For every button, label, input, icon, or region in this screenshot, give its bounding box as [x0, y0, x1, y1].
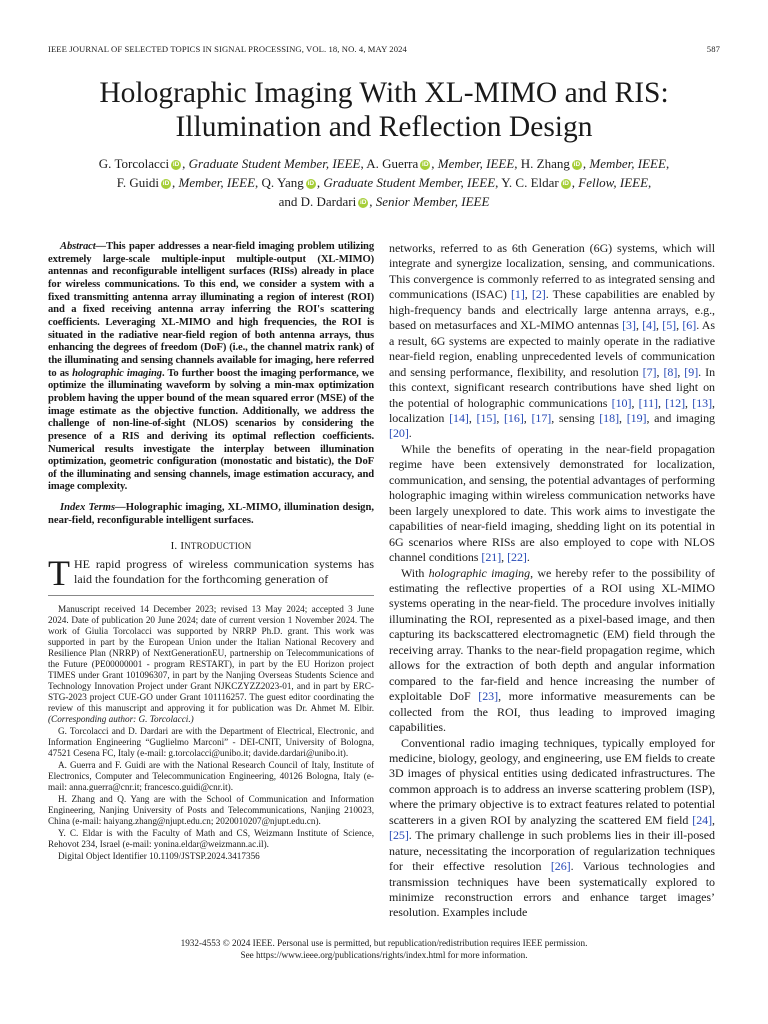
index-terms-text: Holographic imaging, XL-MIMO, illumination design, near-field, reconfigurable intelligent surfaces.: [48, 502, 374, 526]
author-role: Senior Member, IEEE: [375, 194, 490, 209]
author-role: Graduate Student Member, IEEE: [323, 175, 496, 190]
body-paragraph-4: Conventional radio imaging techniques, typically employed for medicine, biology, geology, and engineering, use EM fields to create 3D images of physical entities using dedicated infrastructures. The common approach is to address an inverse scattering problem (ISP), where the primary objective is to extract features related to potential scatterers in a given ROI by analyzing the scattered EM field [24], [25]. The primary challenge in such problems lies in their ill-posed nature, necessitating the incorporation of regularization techniques for their effective resolution [26]. Various technologies and transmission techniques have been systematically explored to minimize reconstruction errors and enhance target images’ resolution. Examples include: [389, 735, 715, 920]
citation-link[interactable]: [6]: [682, 318, 697, 333]
intro-text: HE rapid progress of wireless communication systems has laid the foundation for the forthcoming generation of: [74, 557, 374, 587]
body-text: networks, referred to as 6th Generation (6G) systems, which will integrate and synergize localization, sensing, and communications. This convergence is commonly referred to as integrated sensing and communications (ISAC): [389, 241, 715, 302]
index-terms-label: Index Terms—: [60, 502, 126, 514]
left-column: [48, 241, 374, 863]
body-text: . These capabilities are enabled by high-frequency bands and electrically large antenna arrays, e.g., based on metasurfaces and XL-MIMO antennas: [389, 287, 715, 333]
rights-link-line: See https://www.ieee.org/publications/rights/index.html for more information.: [240, 949, 528, 960]
abstract-text-continued: . To further boost the imaging performance, we optimize the illuminating waveform by solving a min-max optimization problem having the upper bound of the mean squared error (MSE) of the image estimate as the objective function. Additionally, we address the challenge of non-line-of-sight (NLOS) scenarios by considering the presence of a RIS and deriving its optimal reflection coefficients. Numerical results investigate the interplay between illumination optimization, geometric configuration (monostatic and bistatic), the DoF of the illuminating and sensing channels, image estimation accuracy, and image complexity.: [48, 367, 374, 493]
footnote-received: [48, 604, 374, 725]
page-number: 587: [706, 44, 720, 54]
body-text: While the benefits of operating in the near-field propagation regime have been extensively demonstrated for localization, communication, and sensing, the potential advantages of performing holographic imaging within wireless communication networks have been largely unexplored to date. This work aims to investigate the capabilities of near-field imaging, shedding light on its potential in 6G scenarios where RISs are also employed to cope with NLOS channel conditions: [389, 441, 715, 565]
body-text: With: [401, 565, 429, 580]
footnote-affiliation-2: A. Guerra and F. Guidi are with the National Research Council of Italy, Institute of Electronics, Computer and Telecommunication Engineering, 40126 Bologna, Italy (e-mail: anna.guerra@cnr.it; francesco.guidi@cnr.it).: [48, 760, 374, 793]
body-text: Conventional radio imaging techniques, typically employed for medicine, biology, geology, and engineering, use EM fields to create 3D images of physical entities using dedicated infrastructures. The common approach is to address an inverse scattering problem (ISP), where the primary objective is to extract features related to potential scatterers in a given ROI by analyzing the scattered EM field: [389, 735, 715, 827]
citation-link[interactable]: [15]: [476, 410, 497, 425]
citation-link[interactable]: [18]: [599, 410, 620, 425]
intro-paragraph: [48, 553, 374, 594]
citation-link[interactable]: [14]: [449, 410, 469, 425]
citation-link[interactable]: [1]: [510, 287, 525, 302]
section-heading: [48, 539, 374, 553]
orcid-icon[interactable]: [572, 160, 582, 170]
body-text: . Various technologies and transmission techniques have been systematically explored to minimize reconstruction errors and enhance target images’ resolution. Examples include: [389, 859, 715, 920]
body-paragraph-1: networks, referred to as 6th Generation (6G) systems, which will integrate and synergize localization, sensing, and communications. This convergence is commonly referred to as integrated sensing and communications (ISAC) [1], [2]. These capabilities are enabled by high-frequency bands and electrically large antenna arrays, e.g., based on metasurfaces and XL-MIMO antennas [3], [4], [5], [6]. As a result, 6G systems are expected to mainly operate in the radiative near-field region, enabling unprecedented levels of communication and sensing performance, flexibility, and resolution [7], [8], [9]. In this context, significant research contributions have shed light on the potential of holographic communications [10], [11], [12], [13], localization [14], [15], [16], [17], sensing [18], [19], and imaging [20].: [389, 241, 716, 441]
citation-link[interactable]: [20]: [389, 426, 409, 441]
footnote-divider: [48, 595, 374, 596]
author-line-3: and D. DardariiD , Senior Member, IEEE: [40, 192, 728, 211]
citation-link[interactable]: [2]: [531, 287, 546, 302]
author-list: [40, 154, 728, 211]
author-name: F. Guidi: [116, 175, 160, 190]
body-text: , localization: [389, 395, 715, 425]
doi: Digital Object Identifier 10.1109/JSTSP.2024.3417356: [58, 851, 260, 862]
citation-link[interactable]: [10]: [611, 395, 632, 410]
citation-link[interactable]: [21]: [481, 550, 502, 565]
citation-link[interactable]: [9]: [684, 364, 699, 379]
citation-link[interactable]: [23]: [478, 689, 499, 704]
citation-link[interactable]: [11]: [638, 395, 659, 410]
citation-link[interactable]: [16]: [503, 410, 524, 425]
author-role: Fellow, IEEE: [578, 175, 649, 190]
footnote-affiliation-1: G. Torcolacci and D. Dardari are with the Department of Electrical, Electronic, and Information Engineering “Guglielmo Marconi” - DEI-CNIT, University of Bologna, 47521 Cesena FC, Italy (e-mail: g.torcolacci@unibo.it; davide.dardari@unibo.it).: [48, 726, 374, 759]
corresponding-author: (Corresponding author: G. Torcolacci.): [48, 714, 194, 725]
author-role: Member, IEEE: [178, 175, 256, 190]
orcid-icon[interactable]: [171, 160, 181, 170]
body-text: , and imaging: [646, 410, 715, 425]
citation-link[interactable]: [5]: [662, 318, 677, 333]
body-text: . As a result, 6G systems are expected to mainly operate in the radiative near-field region, enabling unprecedented levels of communication and sensing performance, flexibility, and resolution: [389, 318, 715, 379]
body-text: , more informative measurements can be collected from the ROI, thus leading to improved imaging capabilities.: [389, 689, 715, 735]
citation-link[interactable]: [17]: [531, 410, 552, 425]
author-connector: and: [278, 194, 298, 209]
section-number: I.: [170, 540, 178, 553]
copyright-line: 1932-4553 © 2024 IEEE. Personal use is permitted, but republication/redistribution requires IEEE permission.: [180, 938, 588, 948]
abstract-text: This paper addresses a near-field imaging problem utilizing extremely large-scale multiple-input multiple-output (XL-MIMO) antennas and reconfigurable intelligent surfaces (RISs) already in place for wireless communications. To this end, we consider a system with a fixed transmitting antenna array illuminating a region of interest (ROI) and a fixed receiving antenna array inferring the ROI's scattering coefficients. Leveraging XL-MIMO and high frequencies, the ROI is situated in the radiative near-field region of both antenna arrays, thus enhancing the degrees of freedom (DoF) (i.e., the channel matrix rank) of the illuminating and sensing channels available for imaging, here referred to as: [48, 241, 374, 379]
body-text: , we hereby refer to the possibility of estimating the reflective properties of a ROI using XL-MIMO systems operating in the near-field. The procedure involves initially illuminating the ROI, represented as a pixel-based image, and then capturing its backscattered electromagnetic (EM) field through the receiving array. Thanks to the near-field propagation regime, which allows for the extraction of both depth and angular information compared to the far-field and hence increasing the number of exploitable DoF: [389, 565, 715, 704]
orcid-icon[interactable]: [420, 160, 430, 170]
drop-cap: T: [48, 553, 70, 594]
body-text: ,: [524, 287, 532, 302]
author-role: Member, IEEE: [437, 156, 515, 171]
section-title-initial: I: [180, 540, 185, 553]
citation-link[interactable]: [4]: [642, 318, 657, 333]
title-line-2: Illumination and Reflection Design: [175, 111, 593, 143]
paper-title: [40, 76, 728, 144]
body-text: . The primary challenge in such problems lies in their ill-posed nature, necessitating the incorporation of regularization techniques for their effective resolution: [389, 828, 715, 874]
abstract: [48, 241, 374, 494]
author-name: D. Dardari: [300, 194, 357, 209]
copyright-footer: [40, 938, 728, 961]
citation-link[interactable]: [24]: [692, 812, 713, 827]
body-text: , sensing: [551, 410, 600, 425]
citation-link[interactable]: [22]: [507, 550, 527, 565]
author-role: Member, IEEE: [589, 156, 666, 171]
body-paragraph-2: While the benefits of operating in the near-field propagation regime have been extensively demonstrated for localization, communication, and sensing, the potential advantages of performing holographic imaging within wireless communication networks have been largely unexplored to date. This work aims to investigate the capabilities of near-field imaging, shedding light on its potential in 6G scenarios where RISs are also employed to cope with NLOS channel conditions [21], [22].: [389, 441, 715, 565]
footnote-received-text: Manuscript received 14 December 2023; revised 13 May 2024; accepted 3 June 2024. Date of publication 20 June 2024; date of current version 1 November 2024. The work of Giulia Torcolacci was supported by NRRP Ph.D. grant. This work was supported in part by the European Union under the Italian National Recovery and Resilience Plan (NRRP) of NextGenerationEU, partnership on Telecommunications of the Future (PE00000001 - program RESTART), in part by the EU Horizon project TIMES under Grant 101096307, in part by the Nanjing Overseas Students Science and Technology Innovation Project under Grant NJKCZYZZ2023-01, and in part by ERC-STG-2023 project CUE-GO under Grant 101116257. The guest editor coordinating the review of this manuscript and approving it for publication was Dr. Ahmet M. Elbir.: [48, 604, 374, 714]
body-paragraph-3: [389, 566, 715, 736]
section-title: NTRODUCTION: [184, 541, 252, 552]
citation-link[interactable]: [8]: [663, 364, 678, 379]
author-name: H. Zhang: [520, 156, 570, 171]
orcid-icon[interactable]: [161, 179, 171, 189]
abstract-label: Abstract—: [60, 241, 107, 252]
orcid-icon[interactable]: [561, 179, 571, 189]
body-text: . In this context, significant research contributions have shed light on the potential of holographic communications: [389, 364, 716, 410]
citation-link[interactable]: [3]: [622, 318, 636, 333]
citation-link[interactable]: [13]: [692, 395, 713, 410]
title-line-1: Holographic Imaging With XL-MIMO and RIS:: [99, 77, 669, 109]
footnote-affiliation-3: H. Zhang and Q. Yang are with the School of Communication and Information Engineering, Nanjing University of Posts and Telecommunications, Nanjing 210023, China (e-mail: haiyang.zhang@njupt.edu.cn; 2020010207@njupt.edu.cn).: [48, 794, 374, 827]
footnotes: [48, 604, 374, 862]
orcid-icon[interactable]: [306, 179, 316, 189]
orcid-icon[interactable]: [358, 198, 368, 208]
citation-link[interactable]: [25]: [389, 828, 409, 843]
citation-link[interactable]: [7]: [642, 364, 657, 379]
author-line-1: G. TorcolacciiD , Graduate Student Member, IEEE, A. GuerraiD , Member, IEEE, H. ZhangiD , Member, IEEE,: [40, 154, 728, 173]
right-column: [389, 241, 715, 921]
author-name: Q. Yang: [261, 175, 304, 190]
author-name: Y. C. Eldar: [501, 175, 559, 190]
body-emphasis: holographic imaging: [428, 565, 531, 580]
citation-link[interactable]: [12]: [665, 395, 686, 410]
author-role: Graduate Student Member, IEEE: [188, 156, 361, 171]
journal-header: IEEE JOURNAL OF SELECTED TOPICS IN SIGNAL PROCESSING, VOL. 18, NO. 4, MAY 2024: [48, 44, 407, 54]
running-head: [48, 44, 720, 56]
author-name: G. Torcolacci: [98, 156, 170, 171]
citation-link[interactable]: [26]: [550, 859, 571, 874]
abstract-emphasis: holographic imaging: [72, 367, 162, 379]
footnote-affiliation-4: Y. C. Eldar is with the Faculty of Math and CS, Weizmann Institute of Science, Rehovot 234, Israel (e-mail: yonina.eldar@weizmann.ac.il).: [48, 828, 374, 850]
author-line-2: F. GuidiiD , Member, IEEE, Q. YangiD , Graduate Student Member, IEEE, Y. C. EldariD , Fellow, IEEE,: [40, 173, 728, 192]
index-terms: [48, 502, 374, 527]
citation-link[interactable]: [19]: [626, 410, 647, 425]
author-name: A. Guerra: [366, 156, 419, 171]
